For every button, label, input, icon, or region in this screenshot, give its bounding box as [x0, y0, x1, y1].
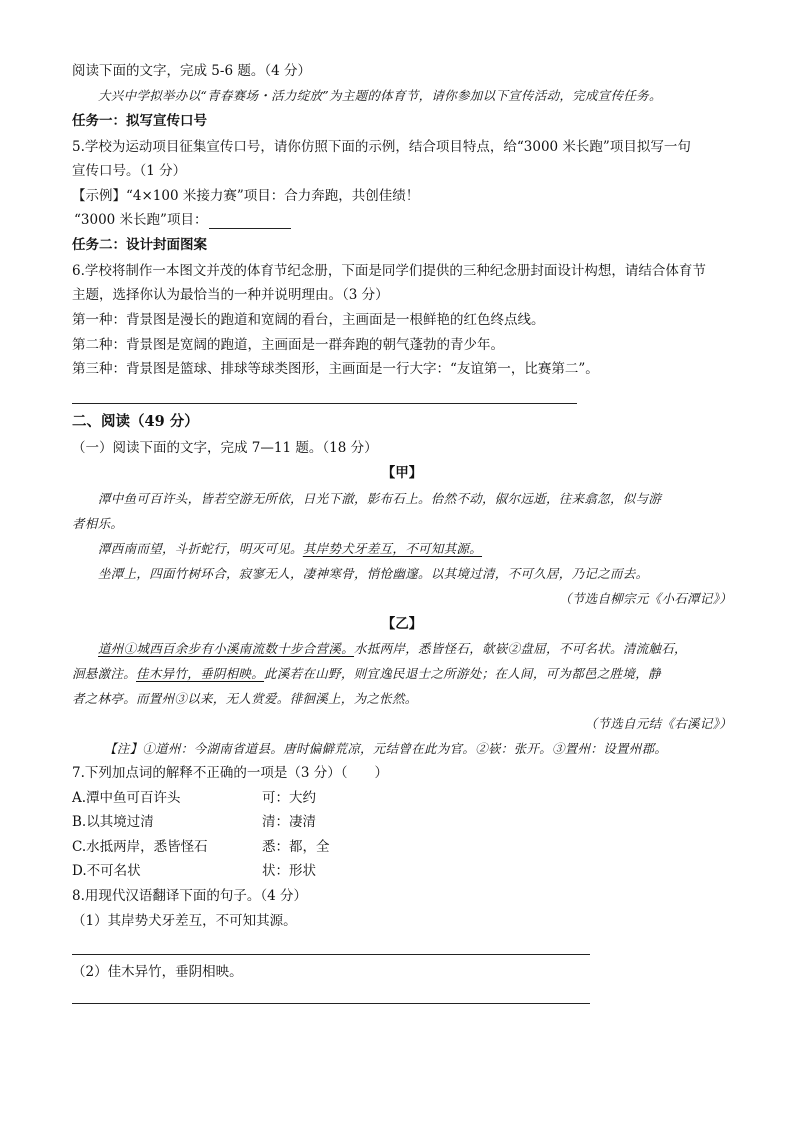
option-three: 第三种：背景图是篮球、排球等球类图形，主画面是一行大字：“友谊第一，比赛第二”。 [72, 361, 599, 377]
q7-option-d-gloss: 状：形状 [262, 863, 316, 879]
passage-jia-line4: 坐潭上，四面竹树环合，寂寥无人，凄神寒骨，悄怆幽邃。以其境过清，不可久居，乃记之而去。 [98, 566, 649, 581]
question-6-line1: 6.学校将制作一本图文并茂的体育节纪念册，下面是同学们提供的三种纪念册封面设计构想，请结合体育节 [72, 263, 706, 279]
underlined-sentence-1: 其岸势犬牙差互，不可知其源。 [302, 541, 483, 556]
question-5-line2: 宣传口号。（1 分） [72, 163, 187, 179]
question-7: 7.下列加点词的解释不正确的一项是（3 分）（ ） [72, 765, 389, 781]
passage-yi-line3: 者之林亭。而置州③以来，无人赏爱。徘徊溪上，为之怅然。 [72, 691, 418, 706]
source-yi: （节选自元结《右溪记》） [584, 716, 732, 731]
answer-5-line [74, 211, 291, 229]
option-two: 第二种：背景图是宽阔的跑道，主画面是一群奔跑的朝气蓬勃的青少年。 [72, 337, 504, 353]
answer-5-label: “3000 米长跑”项目： [74, 212, 208, 228]
q7-option-b-gloss: 清：凄清 [262, 814, 316, 830]
intro-5-6: 阅读下面的文字，完成 5-6 题。（4 分） [72, 63, 311, 79]
q7-option-b-sentence: B.以其境过清 [72, 814, 154, 830]
answer-8-2-line[interactable] [72, 1003, 590, 1004]
passage-jia-title: 【甲】 [381, 465, 423, 481]
q7-option-c [72, 838, 472, 856]
q7-option-b [72, 813, 472, 831]
question-5-line1: 5.学校为运动项目征集宣传口号，请你仿照下面的示例，结合项目特点，给“3000 米长跑”项目拟写一句 [72, 139, 691, 155]
q7-option-c-sentence: C.水抵两岸，悉皆怪石 [72, 839, 208, 855]
context-text: 大兴中学拟举办以“青春赛场・活力绽放”为主题的体育节，请你参加以下宣传活动，完成宣传任务。 [98, 88, 662, 103]
q7-option-a-gloss: 可：大约 [262, 790, 316, 806]
section-two-heading: 二、阅读（49 分） [72, 413, 199, 430]
annotation-note: 【注】①道州：今湖南省道县。唐时偏僻荒凉，元结曾在此为官。②嵚：张开。③置州：设置州郡。 [104, 741, 668, 756]
passage-yi-line1-part2: 水抵两岸，悉皆怪石，欹嵚②盘屈，不可名状。清流触石， [354, 641, 687, 656]
passage-yi-line2-part3: 此溪若在山野，则宜逸民退士之所游处；在人间，可为都邑之胜境，静 [264, 666, 661, 681]
task-one-heading: 任务一：拟写宣传口号 [72, 113, 207, 129]
question-8: 8.用现代汉语翻译下面的句子。（4 分） [72, 888, 308, 904]
passage-jia-line3-part1: 潭西南而望，斗折蛇行，明灭可见。 [98, 541, 303, 556]
part-one-instruction: （一）阅读下面的文字，完成 7—11 题。（18 分） [72, 440, 378, 456]
q7-option-a [72, 789, 472, 807]
passage-jia-line1: 潭中鱼可百许头，皆若空游无所依，日光下澈，影布石上。佁然不动，俶尔远逝，往来翕忽，似与游 [98, 491, 662, 506]
option-one: 第一种：背景图是漫长的跑道和宽阔的看台，主画面是一根鲜艳的红色终点线。 [72, 312, 545, 328]
question-6-line2: 主题，选择你认为最恰当的一种并说明理由。（3 分） [72, 287, 389, 303]
task-two-heading: 任务二：设计封面图案 [72, 237, 207, 253]
passage-jia-line3 [98, 540, 482, 558]
passage-yi-title: 【乙】 [381, 616, 423, 632]
passage-yi-line1 [98, 640, 687, 658]
q8-sentence-2: （2）佳木异竹，垂阴相映。 [72, 964, 243, 980]
answer-5-blank[interactable] [209, 214, 291, 229]
q7-option-c-gloss: 悉：都，全 [262, 839, 330, 855]
answer-8-1-line[interactable] [72, 954, 590, 955]
example-slogan: 【示例】“4×100 米接力赛”项目：合力奔跑，共创佳绩！ [72, 188, 420, 204]
q7-option-d-sentence: D.不可名状 [72, 863, 141, 879]
q8-sentence-1: （1）其岸势犬牙差互，不可知其源。 [72, 913, 297, 929]
passage-yi-line2-part1: 洄悬激注。 [72, 666, 137, 681]
underlined-sentence-yi-1: 道州①城西百余步有小溪南流数十步合营溪。 [98, 641, 355, 656]
source-jia: （节选自柳宗元《小石潭记》） [559, 591, 732, 606]
underlined-sentence-2: 佳木异竹，垂阴相映。 [136, 666, 265, 681]
q7-option-d [72, 862, 472, 880]
q7-option-a-sentence: A.潭中鱼可百许头 [72, 790, 181, 806]
passage-yi-line2 [72, 665, 661, 683]
passage-jia-line2: 者相乐。 [72, 516, 124, 531]
answer-6-line[interactable] [72, 403, 577, 404]
